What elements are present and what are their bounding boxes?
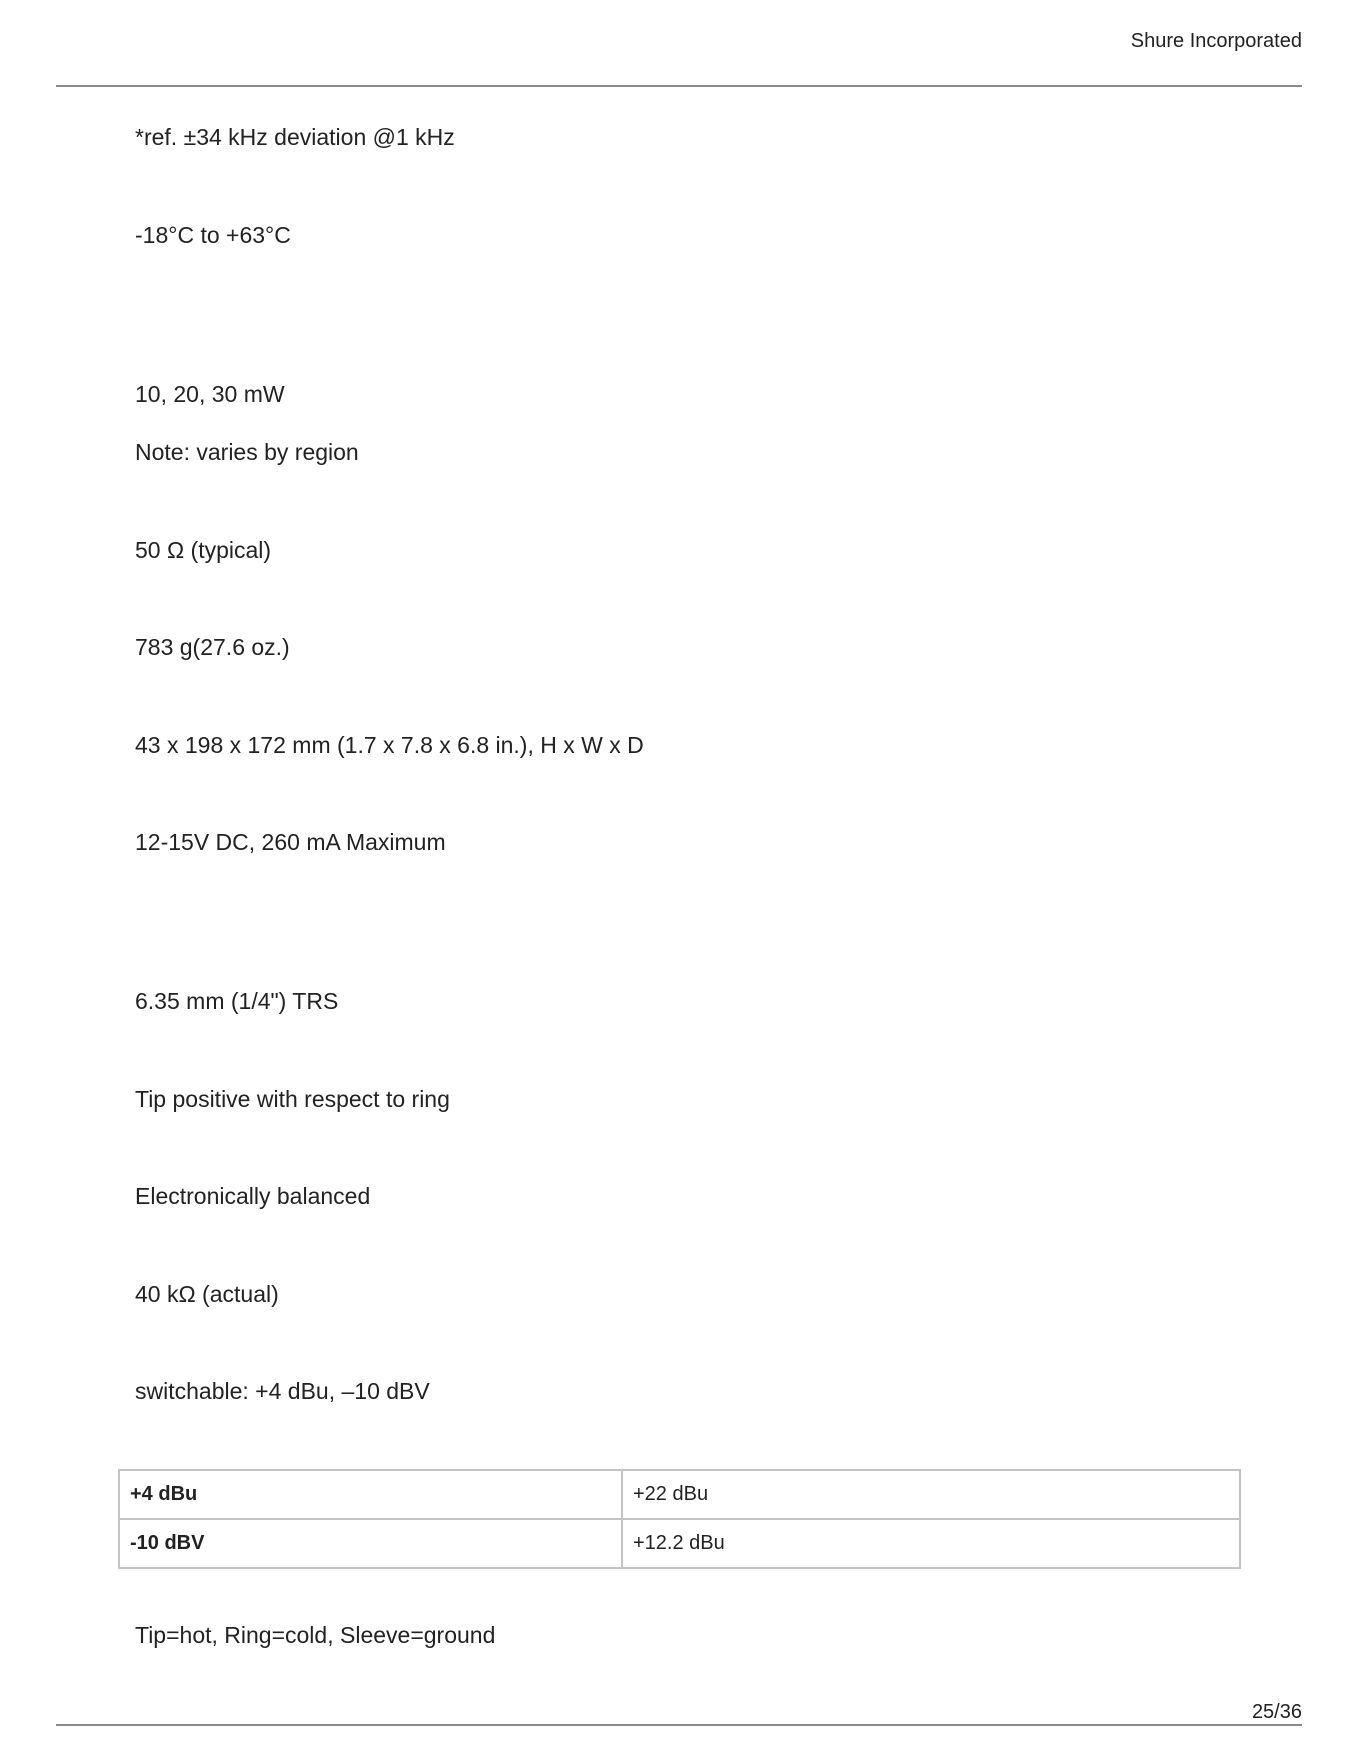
spec-polarity: Tip positive with respect to ring (135, 1086, 450, 1112)
spec-dimensions: 43 x 198 x 172 mm (1.7 x 7.8 x 6.8 in.), H x W x D (135, 732, 644, 758)
spec-operating-temperature: -18°C to +63°C (135, 222, 291, 248)
level-value-cell: +22 dBu (622, 1470, 1240, 1519)
header-divider (56, 85, 1302, 87)
level-setting-cell: +4 dBu (119, 1470, 622, 1519)
table-row (119, 1519, 1240, 1568)
level-value-cell: +12.2 dBu (622, 1519, 1240, 1568)
spec-nominal-input-level: switchable: +4 dBu, –10 dBV (135, 1378, 430, 1404)
table-row (119, 1470, 1240, 1519)
spec-input-connector: 6.35 mm (1/4") TRS (135, 988, 339, 1014)
header-company-name: Shure Incorporated (1130, 30, 1302, 52)
max-input-level-table (118, 1469, 1241, 1569)
spec-power-requirements: 12-15V DC, 260 mA Maximum (135, 829, 446, 855)
spec-configuration: Electronically balanced (135, 1183, 371, 1209)
spec-rf-power-note: Note: varies by region (135, 439, 359, 465)
spec-input-impedance: 40 kΩ (actual) (135, 1281, 279, 1307)
spec-rf-power: 10, 20, 30 mW (135, 381, 285, 407)
spec-weight: 783 g(27.6 oz.) (135, 634, 290, 660)
spec-fm-deviation-ref: *ref. ±34 kHz deviation @1 kHz (135, 124, 455, 150)
page-number: 25/36 (1251, 1701, 1302, 1723)
level-setting-cell: -10 dBV (119, 1519, 622, 1568)
spec-pin-assignments: Tip=hot, Ring=cold, Sleeve=ground (135, 1622, 496, 1648)
footer-divider (56, 1724, 1302, 1726)
spec-output-impedance: 50 Ω (typical) (135, 537, 272, 563)
